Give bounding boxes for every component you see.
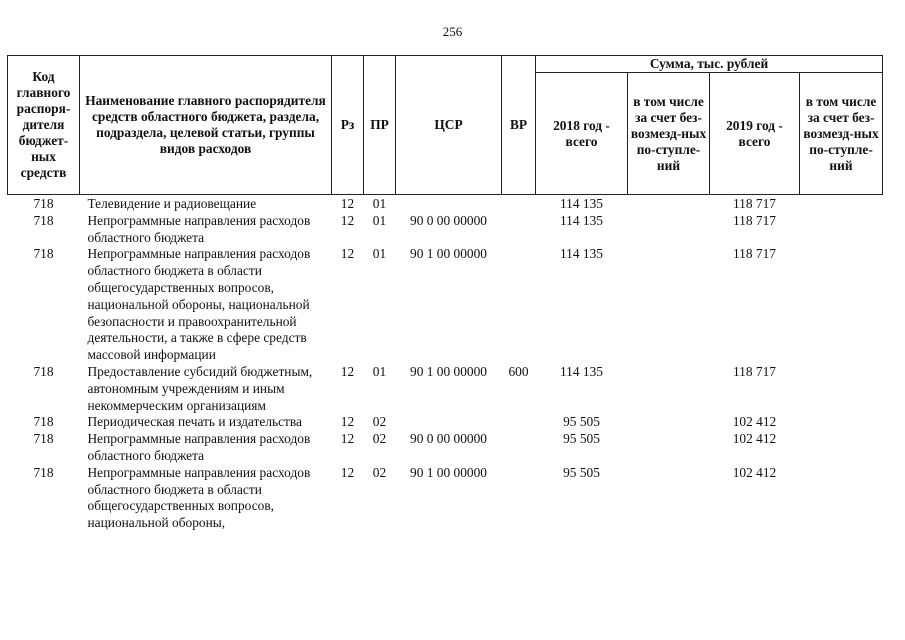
- header-sum: Сумма, тыс. рублей: [536, 56, 883, 73]
- cell-csr: 90 1 00 00000: [410, 246, 487, 262]
- cell-2019-including: [800, 465, 883, 532]
- cell-2018-including: [628, 465, 710, 532]
- header-2019-total: 2019 год - всего: [710, 73, 800, 195]
- cell-csr: [396, 195, 502, 213]
- header-pr: ПР: [364, 56, 396, 195]
- header-2019-including: в том числе за счет без-возмезд-ных по-ступле-ний: [800, 73, 883, 195]
- cell-csr: 90 0 00 00000: [410, 212, 487, 228]
- cell-2018-total: 95 505: [563, 464, 600, 480]
- cell-code: 718: [33, 464, 54, 480]
- cell-rz: 12: [340, 414, 355, 430]
- cell-2018-including: [628, 195, 710, 213]
- table-row: [8, 414, 883, 431]
- header-2018-including: в том числе за счет без-возмезд-ных по-ступле-ний: [628, 73, 710, 195]
- cell-2018-including: [628, 431, 710, 465]
- cell-vr: [502, 414, 536, 431]
- cell-2019-including: [800, 431, 883, 465]
- cell-2018-including: [628, 364, 710, 414]
- cell-rz: 12: [340, 464, 355, 480]
- cell-pr: 01: [372, 246, 387, 262]
- cell-2019-total: 118 717: [732, 212, 777, 228]
- cell-vr: [502, 431, 536, 465]
- cell-csr: 90 1 00 00000: [410, 363, 487, 379]
- cell-name: Периодическая печать и издательства: [87, 414, 302, 430]
- cell-rz: 12: [340, 246, 355, 262]
- cell-2018-including: [628, 246, 710, 364]
- cell-name: Непрограммные направления расходов областного бюджета в области общегосударственных вопросов, национальной обороны, национальной безопасности и правоохранительной деятельности, а также в сфере средств массовой информации: [87, 246, 311, 363]
- cell-2019-including: [800, 364, 883, 414]
- cell-pr: 01: [372, 363, 387, 379]
- cell-code: 718: [33, 212, 54, 228]
- cell-rz: 12: [340, 196, 355, 211]
- cell-2018-total: 114 135: [559, 363, 604, 379]
- header-vr: ВР: [502, 56, 536, 195]
- cell-2018-total: 95 505: [563, 414, 600, 430]
- table-body: [8, 195, 883, 532]
- header-csr: ЦСР: [396, 56, 502, 195]
- cell-pr: 02: [372, 431, 387, 447]
- cell-2019-total: 102 412: [732, 431, 777, 447]
- cell-rz: 12: [340, 212, 355, 228]
- cell-vr: [502, 213, 536, 247]
- cell-2019-including: [800, 414, 883, 431]
- cell-2019-total: 102 412: [732, 414, 777, 430]
- table-row: [8, 195, 883, 213]
- table-header: [8, 56, 883, 195]
- cell-2018-total: 114 135: [559, 196, 604, 211]
- cell-2018-including: [628, 414, 710, 431]
- cell-csr: [396, 414, 502, 431]
- header-code: Код главного распоря-дителя бюджет-ных средств: [8, 56, 80, 195]
- page-number: 256: [442, 24, 463, 39]
- cell-2019-total: 118 717: [732, 363, 777, 379]
- cell-csr: 90 0 00 00000: [410, 431, 487, 447]
- table-row: [8, 246, 883, 364]
- header-name: Наименование главного распорядителя средств областного бюджета, раздела, подраздела, целевой статьи, группы видов расходов: [80, 56, 332, 195]
- table-row: [8, 213, 883, 247]
- table-row: [8, 431, 883, 465]
- cell-name: Телевидение и радиовещание: [87, 196, 257, 211]
- cell-2018-total: 114 135: [559, 246, 604, 262]
- cell-vr: [502, 246, 536, 364]
- budget-table: [7, 55, 883, 532]
- cell-2018-total: 95 505: [563, 431, 600, 447]
- cell-code: 718: [33, 414, 54, 430]
- cell-name: Непрограммные направления расходов областного бюджета в области общегосударственных вопросов, национальной обороны,: [87, 464, 311, 531]
- cell-pr: 01: [372, 196, 387, 211]
- cell-name: Непрограммные направления расходов областного бюджета: [87, 431, 311, 463]
- cell-code: 718: [33, 246, 54, 262]
- cell-2019-total: 118 717: [732, 246, 777, 262]
- table-row: [8, 465, 883, 532]
- cell-vr: 600: [508, 363, 529, 379]
- cell-csr: 90 1 00 00000: [410, 464, 487, 480]
- cell-pr: 02: [372, 414, 387, 430]
- table-row: [8, 364, 883, 414]
- cell-2019-total: 118 717: [732, 196, 777, 211]
- cell-rz: 12: [340, 431, 355, 447]
- cell-pr: 02: [372, 464, 387, 480]
- cell-code: 718: [33, 196, 54, 211]
- cell-2019-total: 102 412: [732, 464, 777, 480]
- header-2018-total: 2018 год - всего: [536, 73, 628, 195]
- cell-name: Предоставление субсидий бюджетным, автономным учреждениям и иным некоммерческим организациям: [87, 363, 313, 413]
- cell-pr: 01: [372, 212, 387, 228]
- cell-vr: [502, 195, 536, 213]
- cell-2019-including: [800, 195, 883, 213]
- header-rz: Рз: [332, 56, 364, 195]
- cell-2018-total: 114 135: [559, 212, 604, 228]
- cell-vr: [502, 465, 536, 532]
- cell-2019-including: [800, 213, 883, 247]
- cell-2018-including: [628, 213, 710, 247]
- cell-code: 718: [33, 363, 54, 379]
- cell-2019-including: [800, 246, 883, 364]
- cell-name: Непрограммные направления расходов областного бюджета: [87, 212, 311, 245]
- cell-rz: 12: [340, 363, 355, 379]
- cell-code: 718: [33, 431, 54, 447]
